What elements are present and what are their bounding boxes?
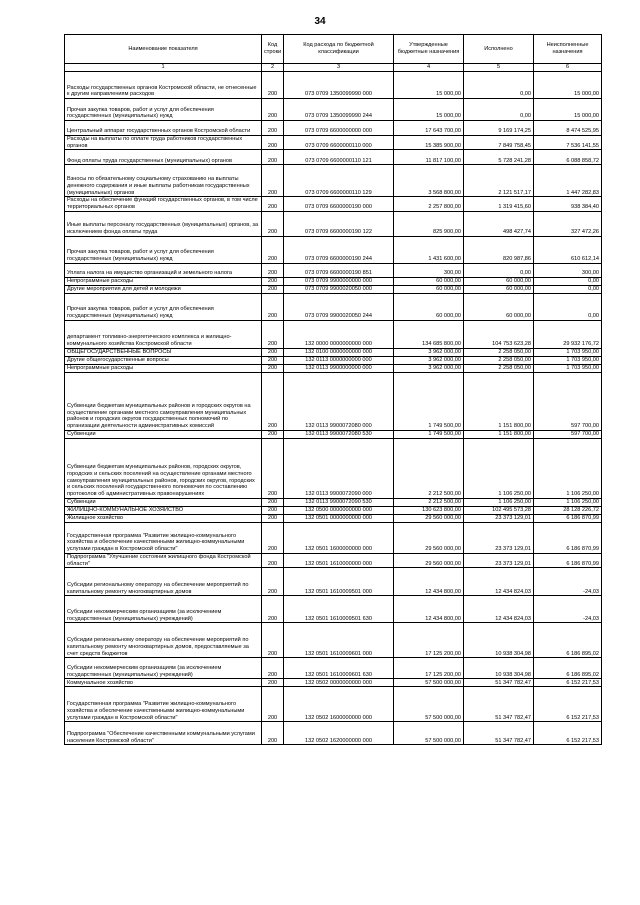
row-unexecuted-cell: 327 472,26 — [534, 211, 602, 236]
row-line-code-cell: 200 — [262, 211, 284, 236]
row-line-code-cell: 200 — [262, 596, 284, 623]
row-budget-code-cell: 073 0709 6600000110 121 — [284, 150, 394, 165]
row-approved-cell: 2 212 500,00 — [394, 498, 464, 506]
row-name-cell: Фонд оплаты труда государственных (муниципальных) органов — [65, 150, 262, 165]
table-header — [65, 35, 602, 72]
row-unexecuted-cell: 6 152 217,53 — [534, 722, 602, 745]
row-executed-cell: 2 258 050,00 — [464, 348, 534, 356]
row-executed-cell: 60 000,00 — [464, 277, 534, 285]
row-line-code-cell: 200 — [262, 99, 284, 121]
table-row — [65, 72, 602, 99]
row-approved-cell: 15 000,00 — [394, 72, 464, 99]
column-number: 1 — [65, 64, 262, 72]
table-row — [65, 687, 602, 722]
row-unexecuted-cell: 597 700,00 — [534, 430, 602, 438]
row-executed-cell: 10 938 304,98 — [464, 623, 534, 658]
row-name-cell: Государственная программа "Развитие жилищно-коммунального хозяйства и обеспечение качественными жилищно-коммунальными услугами граждан в Костромской области" — [65, 522, 262, 553]
row-name-cell: ОБЩЕГОСУДАРСТВЕННЫЕ ВОПРОСЫ — [65, 348, 262, 356]
row-name-cell: Подпрограмма "Улучшение состояния жилищного фонда Костромской области" — [65, 553, 262, 567]
row-line-code-cell: 200 — [262, 236, 284, 263]
row-executed-cell: 2 258 050,00 — [464, 364, 534, 372]
row-executed-cell: 60 000,00 — [464, 293, 534, 320]
row-name-cell: Государственная программа "Развитие жилищно-коммунального хозяйства и обеспечение качественными жилищно-коммунальными услугами граждан в Костромской области" — [65, 687, 262, 722]
row-name-cell: Субсидии региональному оператору на обеспечение мероприятий по капитальному ремонту многоквартирных домов — [65, 568, 262, 596]
row-unexecuted-cell: 1 703 950,00 — [534, 348, 602, 356]
row-executed-cell: 498 427,74 — [464, 211, 534, 236]
row-budget-code-cell: 073 0709 9900020050 244 — [284, 293, 394, 320]
row-name-cell: Непрограммные расходы — [65, 364, 262, 372]
row-line-code-cell: 200 — [262, 568, 284, 596]
row-unexecuted-cell: 0,00 — [534, 293, 602, 320]
row-executed-cell: 9 169 174,25 — [464, 121, 534, 136]
header-name: Наименование показателя — [65, 35, 262, 64]
table-row — [65, 522, 602, 553]
row-unexecuted-cell: 6 186 895,02 — [534, 658, 602, 679]
row-unexecuted-cell: 0,00 — [534, 285, 602, 293]
table-row — [65, 263, 602, 277]
row-budget-code-cell: 132 0502 1600000000 000 — [284, 687, 394, 722]
table-row — [65, 348, 602, 356]
row-budget-code-cell: 073 0709 6600000000 000 — [284, 121, 394, 136]
row-name-cell: Расходы на обеспечение функций государственных органов, в том числе территориальных органов — [65, 197, 262, 211]
row-executed-cell: 2 121 517,17 — [464, 165, 534, 197]
table-row — [65, 430, 602, 438]
row-executed-cell: 820 987,86 — [464, 236, 534, 263]
row-name-cell: Субвенции бюджетам муниципальных районов, городских округов, городских и сельских поселений на осуществление органами местного самоуправления муниципальных районов, городских округов, городских и сельских поселений государственного полномочия по составлению протоколов об административных правонарушениях — [65, 438, 262, 498]
row-approved-cell: 1 431 600,00 — [394, 236, 464, 263]
table-row — [65, 658, 602, 679]
row-approved-cell: 17 125 200,00 — [394, 623, 464, 658]
table-row — [65, 285, 602, 293]
row-executed-cell: 0,00 — [464, 99, 534, 121]
row-approved-cell: 57 500 000,00 — [394, 722, 464, 745]
row-unexecuted-cell: 29 932 176,72 — [534, 320, 602, 348]
row-approved-cell: 57 500 000,00 — [394, 687, 464, 722]
row-line-code-cell: 200 — [262, 506, 284, 514]
table-row — [65, 568, 602, 596]
row-line-code-cell: 200 — [262, 72, 284, 99]
row-name-cell: Иные выплаты персоналу государственных (муниципальных) органов, за исключением фонда оплаты труда — [65, 211, 262, 236]
row-line-code-cell: 200 — [262, 356, 284, 364]
row-line-code-cell: 200 — [262, 285, 284, 293]
row-budget-code-cell: 132 0501 1610009601 000 — [284, 623, 394, 658]
row-unexecuted-cell: 610 612,14 — [534, 236, 602, 263]
column-number: 4 — [394, 64, 464, 72]
table-row — [65, 596, 602, 623]
row-name-cell: Взносы по обязательному социальному страхованию на выплаты денежного содержания и иные выплаты работникам государственных (муниципальных) органов — [65, 165, 262, 197]
row-executed-cell: 5 728 241,28 — [464, 150, 534, 165]
table-row — [65, 121, 602, 136]
table-row — [65, 553, 602, 567]
header-unexecuted: Неисполненные назначения — [534, 35, 602, 64]
row-budget-code-cell: 073 0709 1350099990 000 — [284, 72, 394, 99]
row-approved-cell: 11 817 100,00 — [394, 150, 464, 165]
row-approved-cell: 2 212 500,00 — [394, 438, 464, 498]
row-line-code-cell: 200 — [262, 679, 284, 687]
row-budget-code-cell: 132 0501 1600000000 000 — [284, 522, 394, 553]
row-executed-cell: 1 106 250,00 — [464, 438, 534, 498]
row-approved-cell: 1 749 500,00 — [394, 430, 464, 438]
row-name-cell: Субсидии некоммерческим организациям (за исключением государственных (муниципальных) учреждений) — [65, 596, 262, 623]
row-approved-cell: 17 125 200,00 — [394, 658, 464, 679]
row-line-code-cell: 200 — [262, 197, 284, 211]
table-row — [65, 506, 602, 514]
row-unexecuted-cell: 15 000,00 — [534, 99, 602, 121]
row-line-code-cell: 200 — [262, 263, 284, 277]
row-budget-code-cell: 132 0502 1620000000 000 — [284, 722, 394, 745]
budget-execution-table — [64, 34, 602, 745]
row-approved-cell: 2 257 800,00 — [394, 197, 464, 211]
row-name-cell: Субвенции — [65, 430, 262, 438]
row-approved-cell: 130 623 800,00 — [394, 506, 464, 514]
row-approved-cell: 17 643 700,00 — [394, 121, 464, 136]
row-unexecuted-cell: 1 106 250,00 — [534, 438, 602, 498]
column-number: 3 — [284, 64, 394, 72]
row-line-code-cell: 200 — [262, 430, 284, 438]
row-name-cell: Субсидии некоммерческим организациям (за исключением государственных (муниципальных) учреждений) — [65, 658, 262, 679]
row-name-cell: Коммунальное хозяйство — [65, 679, 262, 687]
row-name-cell: Субвенции — [65, 498, 262, 506]
table-row — [65, 136, 602, 150]
row-budget-code-cell: 132 0113 9900072080 530 — [284, 430, 394, 438]
row-line-code-cell: 200 — [262, 293, 284, 320]
row-name-cell: Прочая закупка товаров, работ и услуг для обеспечения государственных (муниципальных) нужд — [65, 99, 262, 121]
row-line-code-cell: 200 — [262, 658, 284, 679]
row-approved-cell: 300,00 — [394, 263, 464, 277]
row-name-cell: Субсидии региональному оператору на обеспечение мероприятий по капитальному ремонту многоквартирных домов, предоставляемые за счет средств бюджетов — [65, 623, 262, 658]
row-budget-code-cell: 132 0501 1610000000 000 — [284, 553, 394, 567]
row-executed-cell: 60 000,00 — [464, 285, 534, 293]
row-executed-cell: 104 753 623,28 — [464, 320, 534, 348]
row-approved-cell: 15 000,00 — [394, 99, 464, 121]
row-budget-code-cell: 132 0501 1610009501 630 — [284, 596, 394, 623]
row-budget-code-cell: 132 0113 9900072080 000 — [284, 372, 394, 430]
row-name-cell: Жилищное хозяйство — [65, 514, 262, 522]
row-line-code-cell: 200 — [262, 514, 284, 522]
row-approved-cell: 29 560 000,00 — [394, 514, 464, 522]
row-line-code-cell: 200 — [262, 722, 284, 745]
row-executed-cell: 1 151 800,00 — [464, 372, 534, 430]
table-row — [65, 165, 602, 197]
table-row — [65, 364, 602, 372]
row-budget-code-cell: 132 0113 9900072090 530 — [284, 498, 394, 506]
row-budget-code-cell: 132 0113 9900072090 000 — [284, 438, 394, 498]
row-executed-cell: 51 347 782,47 — [464, 722, 534, 745]
row-budget-code-cell: 073 0709 9900000000 000 — [284, 277, 394, 285]
table-row — [65, 236, 602, 263]
row-executed-cell: 102 495 573,28 — [464, 506, 534, 514]
page-number: 34 — [314, 16, 326, 27]
row-executed-cell: 23 373 129,01 — [464, 553, 534, 567]
row-line-code-cell: 200 — [262, 320, 284, 348]
header-line-code: Код строки — [262, 35, 284, 64]
row-line-code-cell: 200 — [262, 165, 284, 197]
row-executed-cell: 23 373 129,01 — [464, 514, 534, 522]
row-approved-cell: 57 500 000,00 — [394, 679, 464, 687]
row-approved-cell: 825 900,00 — [394, 211, 464, 236]
row-budget-code-cell: 073 0709 6600000190 000 — [284, 197, 394, 211]
table-row — [65, 623, 602, 658]
row-line-code-cell: 200 — [262, 150, 284, 165]
row-unexecuted-cell: 1 703 950,00 — [534, 356, 602, 364]
row-budget-code-cell: 132 0502 0000000000 000 — [284, 679, 394, 687]
row-approved-cell: 3 962 000,00 — [394, 364, 464, 372]
row-line-code-cell: 200 — [262, 364, 284, 372]
row-executed-cell: 51 347 782,47 — [464, 679, 534, 687]
row-approved-cell: 3 962 000,00 — [394, 348, 464, 356]
row-executed-cell: 0,00 — [464, 72, 534, 99]
row-approved-cell: 1 749 500,00 — [394, 372, 464, 430]
row-name-cell: Центральный аппарат государственных органов Костромской области — [65, 121, 262, 136]
row-budget-code-cell: 132 0501 1610009601 630 — [284, 658, 394, 679]
row-unexecuted-cell: 28 128 226,72 — [534, 506, 602, 514]
row-unexecuted-cell: 7 536 141,55 — [534, 136, 602, 150]
table-row — [65, 679, 602, 687]
row-line-code-cell: 200 — [262, 136, 284, 150]
row-name-cell: департамент топливно-энергетического комплекса и жилищно-коммунального хозяйства Костромской области — [65, 320, 262, 348]
row-line-code-cell: 200 — [262, 498, 284, 506]
row-budget-code-cell: 073 0709 9900020050 000 — [284, 285, 394, 293]
row-line-code-cell: 200 — [262, 687, 284, 722]
header-budget-code: Код расхода по бюджетной классификации — [284, 35, 394, 64]
row-budget-code-cell: 132 0113 0000000000 000 — [284, 356, 394, 364]
column-number: 5 — [464, 64, 534, 72]
table-body — [65, 72, 602, 745]
column-number-row — [65, 64, 602, 72]
row-line-code-cell: 200 — [262, 623, 284, 658]
table-row — [65, 320, 602, 348]
row-approved-cell: 3 568 800,00 — [394, 165, 464, 197]
row-line-code-cell: 200 — [262, 553, 284, 567]
row-name-cell: Другие мероприятия для детей и молодежи — [65, 285, 262, 293]
header-executed: Исполнено — [464, 35, 534, 64]
table-row — [65, 150, 602, 165]
row-line-code-cell: 200 — [262, 522, 284, 553]
row-executed-cell: 1 319 415,60 — [464, 197, 534, 211]
column-number: 6 — [534, 64, 602, 72]
row-unexecuted-cell: -24,03 — [534, 596, 602, 623]
row-budget-code-cell: 073 0709 6600000190 244 — [284, 236, 394, 263]
row-unexecuted-cell: 6 152 217,53 — [534, 687, 602, 722]
row-budget-code-cell: 132 0501 0000000000 000 — [284, 514, 394, 522]
row-executed-cell: 12 434 824,03 — [464, 596, 534, 623]
table-row — [65, 211, 602, 236]
row-budget-code-cell: 073 0709 1350099990 244 — [284, 99, 394, 121]
row-executed-cell: 51 347 782,47 — [464, 687, 534, 722]
table-row — [65, 498, 602, 506]
row-approved-cell: 29 560 000,00 — [394, 553, 464, 567]
row-unexecuted-cell: 1 703 950,00 — [534, 364, 602, 372]
row-line-code-cell: 200 — [262, 372, 284, 430]
row-name-cell: Подпрограмма "Обеспечение качественными коммунальными услугами населения Костромской области" — [65, 722, 262, 745]
row-unexecuted-cell: 6 186 895,02 — [534, 623, 602, 658]
table-row — [65, 722, 602, 745]
row-name-cell: Расходы государственных органов Костромской области, не отнесенные к другим направлениям расходов — [65, 72, 262, 99]
row-budget-code-cell: 073 0709 6600000110 129 — [284, 165, 394, 197]
row-budget-code-cell: 132 0113 9900000000 000 — [284, 364, 394, 372]
table-row — [65, 277, 602, 285]
row-unexecuted-cell: 6 186 870,99 — [534, 522, 602, 553]
row-executed-cell: 1 151 800,00 — [464, 430, 534, 438]
row-unexecuted-cell: 6 088 858,72 — [534, 150, 602, 165]
row-approved-cell: 60 000,00 — [394, 285, 464, 293]
row-line-code-cell: 200 — [262, 121, 284, 136]
row-budget-code-cell: 073 0709 6600000110 000 — [284, 136, 394, 150]
row-approved-cell: 60 000,00 — [394, 277, 464, 285]
row-unexecuted-cell: 1 106 250,00 — [534, 498, 602, 506]
row-approved-cell: 15 385 900,00 — [394, 136, 464, 150]
row-budget-code-cell: 132 0000 0000000000 000 — [284, 320, 394, 348]
row-line-code-cell: 200 — [262, 348, 284, 356]
row-unexecuted-cell: 15 000,00 — [534, 72, 602, 99]
row-name-cell: Прочая закупка товаров, работ и услуг для обеспечения государственных (муниципальных) нужд — [65, 236, 262, 263]
row-name-cell: ЖИЛИЩНО-КОММУНАЛЬНОЕ ХОЗЯЙСТВО — [65, 506, 262, 514]
row-unexecuted-cell: 1 447 282,83 — [534, 165, 602, 197]
row-unexecuted-cell: 0,00 — [534, 277, 602, 285]
row-executed-cell: 10 938 304,98 — [464, 658, 534, 679]
table-row — [65, 438, 602, 498]
row-executed-cell: 12 434 824,03 — [464, 568, 534, 596]
row-unexecuted-cell: 938 384,40 — [534, 197, 602, 211]
row-budget-code-cell: 132 0500 0000000000 000 — [284, 506, 394, 514]
row-name-cell: Прочая закупка товаров, работ и услуг для обеспечения государственных (муниципальных) нужд — [65, 293, 262, 320]
row-unexecuted-cell: 6 186 870,99 — [534, 553, 602, 567]
row-name-cell: Непрограммные расходы — [65, 277, 262, 285]
row-unexecuted-cell: 300,00 — [534, 263, 602, 277]
row-budget-code-cell: 073 0709 6600000190 122 — [284, 211, 394, 236]
row-budget-code-cell: 073 0709 6600000190 851 — [284, 263, 394, 277]
row-approved-cell: 29 560 000,00 — [394, 522, 464, 553]
row-approved-cell: 60 000,00 — [394, 293, 464, 320]
row-unexecuted-cell: -24,03 — [534, 568, 602, 596]
row-approved-cell: 134 685 800,00 — [394, 320, 464, 348]
header-approved: Утвержденные бюджетные назначения — [394, 35, 464, 64]
row-executed-cell: 0,00 — [464, 263, 534, 277]
row-name-cell: Расходы на выплаты по оплате труда работников государственных органов — [65, 136, 262, 150]
row-approved-cell: 12 434 800,00 — [394, 568, 464, 596]
row-line-code-cell: 200 — [262, 438, 284, 498]
row-line-code-cell: 200 — [262, 277, 284, 285]
row-executed-cell: 7 849 758,45 — [464, 136, 534, 150]
row-budget-code-cell: 132 0501 1610009501 000 — [284, 568, 394, 596]
table-row — [65, 372, 602, 430]
row-unexecuted-cell: 597 700,00 — [534, 372, 602, 430]
table-row — [65, 514, 602, 522]
table-row — [65, 356, 602, 364]
row-executed-cell: 23 373 129,01 — [464, 522, 534, 553]
row-name-cell: Уплата налога на имущество организаций и земельного налога — [65, 263, 262, 277]
row-unexecuted-cell: 6 186 870,99 — [534, 514, 602, 522]
column-number: 2 — [262, 64, 284, 72]
row-approved-cell: 3 962 000,00 — [394, 356, 464, 364]
row-name-cell: Субвенции бюджетам муниципальных районов и городских округов на осуществление органами местного самоуправления муниципальных районов и городских округов государственных полномочий по организации деятельности административных комиссий — [65, 372, 262, 430]
row-approved-cell: 12 434 800,00 — [394, 596, 464, 623]
row-budget-code-cell: 132 0100 0000000000 000 — [284, 348, 394, 356]
row-unexecuted-cell: 8 474 525,95 — [534, 121, 602, 136]
row-executed-cell: 1 106 250,00 — [464, 498, 534, 506]
row-name-cell: Другие общегосударственные вопросы — [65, 356, 262, 364]
row-executed-cell: 2 258 050,00 — [464, 356, 534, 364]
table-row — [65, 197, 602, 211]
table-row — [65, 99, 602, 121]
row-unexecuted-cell: 6 152 217,53 — [534, 679, 602, 687]
table-row — [65, 293, 602, 320]
